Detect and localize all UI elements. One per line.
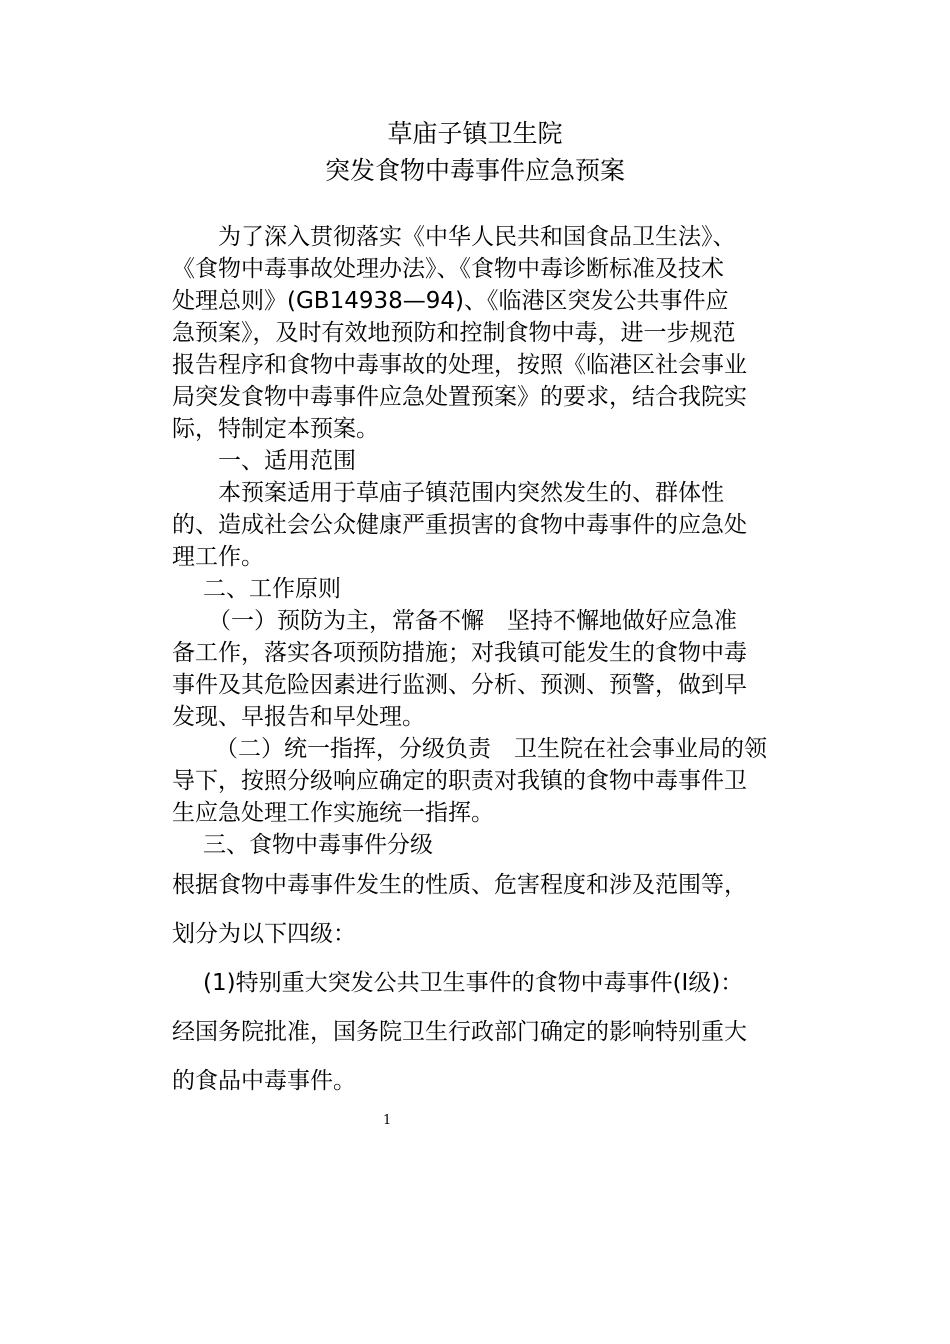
paragraph-line: （二）统一指挥，分级负责 卫生院在社会事业局的领 [215,736,767,762]
paragraph-line: 理工作。 [172,544,264,570]
paragraph-line: 《食物中毒事故处理办法》、《食物中毒诊断标准及技术 [172,256,724,282]
paragraph-line: 导下，按照分级响应确定的职责对我镇的食物中毒事件卫 [172,768,747,794]
paragraph-line: 局突发食物中毒事件应急处置预案》的要求，结合我院实 [172,384,747,410]
paragraph-line: 根据食物中毒事件发生的性质、危害程度和涉及范围等， [172,872,747,898]
paragraph-line: 报告程序和食物中毒事故的处理，按照《临港区社会事业 [172,352,747,378]
section-heading: 一、适用范围 [218,448,356,474]
paragraph-line: 处理总则》(GB14938—94)、《临港区突发公共事件应 [172,288,729,314]
section-heading: 三、食物中毒事件分级 [203,832,433,858]
paragraph-line: 际，特制定本预案。 [172,416,379,442]
paragraph-line: 的食品中毒事件。 [172,1068,356,1094]
paragraph-line: 经国务院批准，国务院卫生行政部门确定的影响特别重大 [172,1019,747,1045]
page-number: 1 [383,1113,392,1128]
document-subtitle: 突发食物中毒事件应急预案 [324,156,625,185]
paragraph-line: 生应急处理工作实施统一指挥。 [172,800,494,826]
paragraph-line: 的、造成社会公众健康严重损害的食物中毒事件的应急处 [172,512,747,538]
section-heading: 二、工作原则 [203,576,341,602]
paragraph-line: 事件及其危险因素进行监测、分析、预测、预警，做到早 [172,672,747,698]
paragraph-line: （一）预防为主，常备不懈 坚持不懈地做好应急准 [208,608,737,634]
document-title: 草庙子镇卫生院 [387,119,563,148]
paragraph-line: 本预案适用于草庙子镇范围内突然发生的、群体性 [218,480,724,506]
paragraph-line: 发现、早报告和早处理。 [172,704,425,730]
paragraph-line: (1)特别重大突发公共卫生事件的食物中毒事件(I级)： [203,970,744,996]
paragraph-line: 划分为以下四级： [172,921,356,947]
paragraph-line: 备工作，落实各项预防措施；对我镇可能发生的食物中毒 [172,640,747,666]
paragraph-line: 为了深入贯彻落实《中华人民共和国食品卫生法》、 [218,224,736,250]
paragraph-line: 急预案》，及时有效地预防和控制食物中毒，进一步规范 [172,320,736,346]
